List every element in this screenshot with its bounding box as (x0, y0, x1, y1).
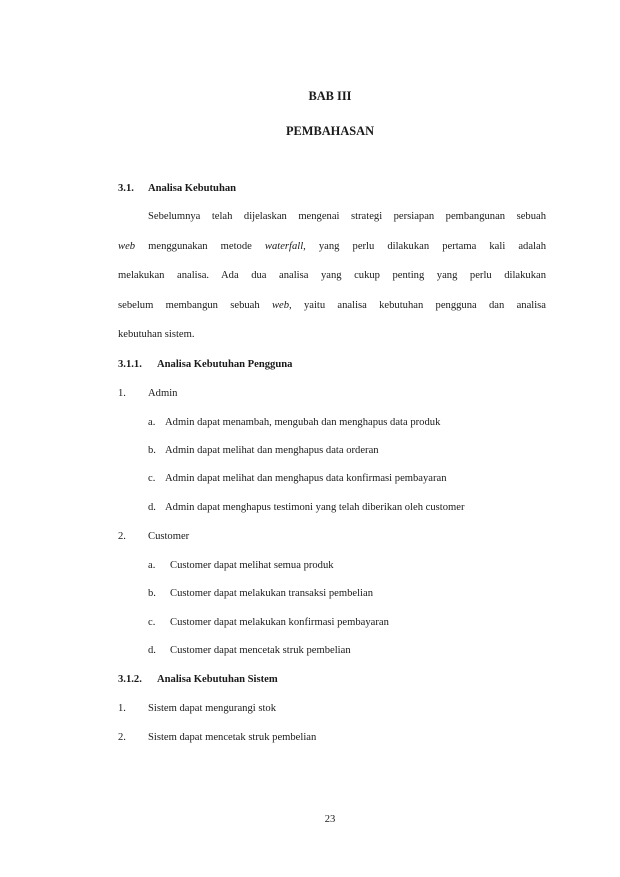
list-number: 2. (118, 732, 126, 743)
section-3-1-2-title: Analisa Kebutuhan Sistem (157, 674, 278, 685)
list-letter: c. (148, 473, 156, 484)
section-3-1-1-title: Analisa Kebutuhan Pengguna (157, 359, 293, 370)
list-letter: c. (148, 617, 156, 628)
list-number: 2. (118, 531, 126, 542)
chapter-label: BAB III (308, 89, 352, 103)
page-number: 23 (324, 814, 336, 825)
chapter-title: PEMBAHASAN (285, 124, 375, 138)
list-item: Customer dapat melakukan transaksi pembelian (170, 588, 373, 599)
paragraph-line: kebutuhan sistem. (118, 329, 195, 340)
list-letter: d. (148, 502, 156, 513)
list-letter: a. (148, 417, 156, 428)
list-item: Customer dapat mencetak struk pembelian (170, 645, 351, 656)
list-letter: a. (148, 560, 156, 571)
list-item: Customer dapat melihat semua produk (170, 560, 334, 571)
section-3-1-number: 3.1. (118, 183, 134, 194)
paragraph-line: melakukan analisa. Ada dua analisa yang cukup penting yang perlu dilakukan (118, 270, 546, 281)
term-waterfall: waterfall, (264, 241, 306, 252)
list-letter: d. (148, 645, 156, 656)
list-letter: b. (148, 588, 156, 599)
paragraph-fragment: menggunakan metode (135, 241, 265, 252)
list-item: Admin dapat menambah, mengubah dan menghapus data produk (165, 417, 441, 428)
term-web: web, (271, 300, 292, 311)
section-3-1-2-number: 3.1.2. (118, 674, 142, 685)
term-web: web (118, 241, 136, 252)
paragraph-fragment: sebelum membangun sebuah (118, 300, 272, 311)
list-item: Customer dapat melakukan konfirmasi pembayaran (170, 617, 389, 628)
section-3-1-1-number: 3.1.1. (118, 359, 142, 370)
paragraph-fragment: yaitu analisa kebutuhan pengguna dan analisa (291, 300, 546, 311)
list-letter: b. (148, 445, 156, 456)
list-label-admin: Admin (148, 388, 178, 399)
list-item: Admin dapat melihat dan menghapus data orderan (165, 445, 379, 456)
paragraph-line (118, 241, 546, 252)
paragraph-fragment: yang perlu dilakukan pertama kali adalah (305, 241, 546, 252)
list-item: Admin dapat menghapus testimoni yang telah diberikan oleh customer (165, 502, 465, 513)
list-item: Sistem dapat mencetak struk pembelian (148, 732, 317, 743)
list-number: 1. (118, 388, 126, 399)
paragraph-line (118, 300, 546, 311)
paragraph-line: Sebelumnya telah dijelaskan mengenai strategi persiapan pembangunan sebuah (148, 211, 546, 222)
list-item: Sistem dapat mengurangi stok (148, 703, 276, 714)
list-item: Admin dapat melihat dan menghapus data konfirmasi pembayaran (165, 473, 447, 484)
section-3-1-title: Analisa Kebutuhan (148, 183, 237, 194)
list-label-customer: Customer (148, 531, 190, 542)
list-number: 1. (118, 703, 126, 714)
